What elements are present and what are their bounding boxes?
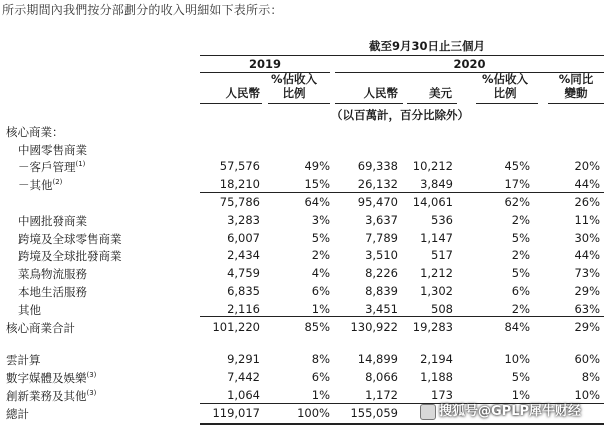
cell-media-1: 6% [311, 370, 330, 384]
cell-cainiao-2: 8,226 [365, 266, 398, 280]
cell-cross_wholesale-4: 2% [511, 248, 530, 262]
intro-text: 所示期間內我們按分部劃分的收入明細如下表所示： [2, 3, 283, 17]
cell-retail_subtotal-2: 95,470 [357, 195, 398, 209]
cell-retail_subtotal-3: 14,061 [412, 195, 453, 209]
watermark [420, 400, 581, 420]
cell-cloud-5: 60% [574, 352, 600, 366]
cell-innov-0: 1,064 [227, 388, 260, 402]
cell-media-2: 8,066 [365, 370, 398, 384]
label-cainiao: 菜鳥物流服務 [18, 267, 87, 281]
cell-local-3: 1,302 [420, 284, 453, 298]
cell-cross_retail-3: 1,147 [420, 231, 453, 245]
cell-china_wholesale-5: 11% [574, 213, 600, 227]
cell-cainiao-3: 1,212 [420, 266, 453, 280]
col-usd-2020: 美元 [429, 86, 452, 100]
label-others-note: (2) [52, 178, 63, 187]
cell-total-0: 119,017 [212, 406, 260, 420]
year-2020-header: 2020 [453, 57, 486, 71]
cell-cmr-5: 20% [574, 159, 600, 173]
label-media-note: (3) [86, 371, 97, 380]
camera-icon [420, 404, 436, 420]
cell-core_other-5: 63% [574, 302, 600, 316]
label-cross-wholesale: 跨境及全球批發商業 [18, 249, 122, 263]
cell-retail_subtotal-0: 75,786 [219, 195, 260, 209]
period-rule [200, 55, 604, 56]
label-cross-retail: 跨境及全球零售商業 [18, 232, 122, 246]
units-note: （以百萬計，百分比除外） [331, 108, 469, 122]
label-core-other: 其他 [18, 303, 41, 317]
cell-core_other-0: 2,116 [227, 302, 260, 316]
cell-cross_retail-4: 5% [511, 231, 530, 245]
watermark-text: 搜狐号@GPLP犀牛财经 [439, 404, 582, 419]
cell-core_other-1: 1% [311, 302, 330, 316]
cell-others-3: 3,849 [420, 177, 453, 191]
cell-core_other-2: 3,451 [365, 302, 398, 316]
rule-total-double [200, 423, 604, 425]
cell-china_wholesale-3: 536 [431, 213, 453, 227]
cell-cmr-3: 10,212 [412, 159, 453, 173]
cell-innov-4: 1% [511, 388, 530, 402]
cell-media-3: 1,188 [420, 370, 453, 384]
cell-core_total-2: 130,922 [350, 320, 398, 334]
cell-cmr-4: 45% [504, 159, 530, 173]
cell-cmr-1: 49% [304, 159, 330, 173]
cell-core_total-4: 84% [504, 320, 530, 334]
cell-retail_subtotal-1: 64% [304, 195, 330, 209]
label-others-text: －其他 [18, 178, 53, 192]
cell-media-5: 8% [581, 370, 600, 384]
label-innov-note: (3) [86, 389, 97, 398]
cell-others-5: 44% [574, 177, 600, 191]
cell-local-1: 6% [311, 284, 330, 298]
cell-cloud-2: 14,899 [357, 352, 398, 366]
col-yoy: %同比變動 [558, 72, 594, 100]
cell-cross_retail-1: 5% [311, 231, 330, 245]
cell-retail_subtotal-4: 62% [504, 195, 530, 209]
cell-cainiao-0: 4,759 [227, 266, 260, 280]
cell-china_wholesale-2: 3,637 [365, 213, 398, 227]
label-cloud: 雲計算 [6, 353, 41, 367]
cell-local-5: 29% [574, 284, 600, 298]
cell-total-1: 100% [297, 406, 330, 420]
cell-innov-3: 173 [431, 388, 453, 402]
cell-cainiao-4: 5% [511, 266, 530, 280]
cell-cross_wholesale-5: 44% [574, 248, 600, 262]
label-cmr-note: (1) [75, 160, 86, 169]
cell-local-2: 8,839 [365, 284, 398, 298]
label-core: 核心商業： [6, 125, 64, 139]
col-rmb-2019: 人民幣 [225, 86, 260, 100]
cell-core_total-3: 19,283 [412, 320, 453, 334]
cell-cmr-2: 69,338 [357, 159, 398, 173]
cell-others-4: 17% [504, 177, 530, 191]
label-china-retail: 中國零售商業 [18, 143, 87, 157]
cell-cross_retail-0: 6,007 [227, 231, 260, 245]
rule-yoy [548, 103, 604, 104]
col-pct-2020: %佔收入比例 [481, 72, 529, 100]
rule-rmb-2019 [200, 103, 262, 104]
cell-cloud-0: 9,291 [227, 352, 260, 366]
cell-china_wholesale-0: 3,283 [227, 213, 260, 227]
cell-innov-2: 1,172 [365, 388, 398, 402]
cell-innov-5: 10% [574, 388, 600, 402]
cell-cross_wholesale-2: 3,510 [365, 248, 398, 262]
cell-china_wholesale-4: 2% [511, 213, 530, 227]
cell-others-0: 18,210 [219, 177, 260, 191]
cell-china_wholesale-1: 3% [311, 213, 330, 227]
cell-others-2: 26,132 [357, 177, 398, 191]
cell-media-0: 7,442 [227, 370, 260, 384]
rule-core-total [200, 316, 604, 317]
cell-core_other-4: 2% [511, 302, 530, 316]
cell-local-0: 6,835 [227, 284, 260, 298]
cell-cloud-3: 2,194 [420, 352, 453, 366]
cell-cloud-1: 8% [311, 352, 330, 366]
label-cmr [18, 159, 85, 175]
cell-cainiao-5: 73% [574, 266, 600, 280]
cell-local-4: 6% [511, 284, 530, 298]
cell-core_other-3: 508 [431, 302, 453, 316]
cell-cloud-4: 10% [504, 352, 530, 366]
cell-others-1: 15% [304, 177, 330, 191]
col-pct-2019: %佔收入比例 [270, 72, 318, 100]
cell-core_total-1: 85% [304, 320, 330, 334]
label-cmr-text: －客戶管理 [18, 160, 76, 174]
rule-pct-2019 [268, 103, 330, 104]
cell-cross_wholesale-1: 2% [311, 248, 330, 262]
period-header: 截至9月30日止三個月 [368, 39, 485, 53]
cell-cross_retail-5: 30% [574, 231, 600, 245]
label-total: 總計 [6, 407, 29, 421]
label-core-total: 核心商業合計 [6, 321, 75, 335]
cell-core_total-0: 101,220 [212, 320, 260, 334]
cell-cmr-0: 57,576 [219, 159, 260, 173]
cell-total-2: 155,059 [350, 406, 398, 420]
rule-pct-2020 [476, 103, 538, 104]
label-innov [6, 388, 96, 404]
cell-cross_retail-2: 7,789 [365, 231, 398, 245]
cell-cainiao-1: 4% [311, 266, 330, 280]
label-media [6, 370, 96, 386]
cell-cross_wholesale-3: 517 [431, 248, 453, 262]
rule-retail-subtotal [200, 192, 604, 193]
label-local: 本地生活服務 [18, 285, 87, 299]
cell-media-4: 5% [511, 370, 530, 384]
cell-cross_wholesale-0: 2,434 [227, 248, 260, 262]
rule-usd-2020 [407, 103, 457, 104]
rule-rmb-2020 [335, 103, 403, 104]
label-china-wholesale: 中國批發商業 [18, 214, 87, 228]
label-others [18, 177, 62, 193]
year-2019-header: 2019 [248, 57, 281, 71]
label-media-text: 數字媒體及娛樂 [6, 371, 87, 385]
cell-innov-1: 1% [311, 388, 330, 402]
cell-retail_subtotal-5: 26% [574, 195, 600, 209]
col-rmb-2020: 人民幣 [363, 86, 398, 100]
label-innov-text: 創新業務及其他 [6, 389, 87, 403]
cell-core_total-5: 29% [574, 320, 600, 334]
